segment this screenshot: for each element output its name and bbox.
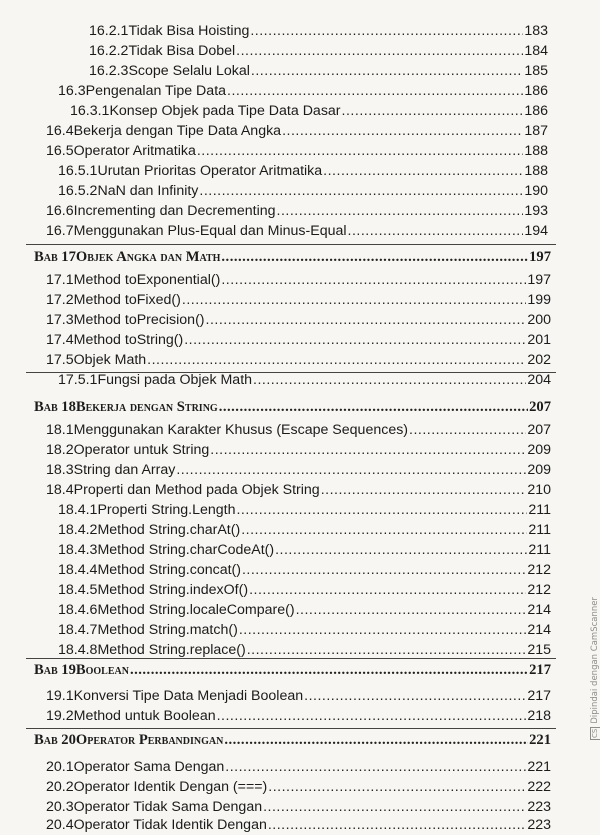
page-number: 188 xyxy=(524,143,548,159)
toc-entry xyxy=(46,797,551,817)
dot-leader xyxy=(409,420,526,440)
section-number: 19.2 xyxy=(46,708,74,724)
section-number: 18.4.2 xyxy=(58,522,98,538)
section-title: Operator untuk String xyxy=(73,442,210,458)
section-number: 17.5.1 xyxy=(58,372,98,388)
chapter-rule xyxy=(26,244,556,245)
page-number: 183 xyxy=(524,23,548,39)
toc-entry xyxy=(58,161,548,181)
section-number: 16.5.1 xyxy=(58,163,98,179)
dot-leader xyxy=(304,686,526,706)
section-title: Operator Tidak Identik Dengan xyxy=(73,817,267,833)
dot-leader xyxy=(225,757,526,777)
toc-entry xyxy=(89,61,548,81)
page-number: 185 xyxy=(524,63,548,79)
toc-entry xyxy=(46,310,551,330)
dot-leader xyxy=(342,101,524,121)
page-number: 211 xyxy=(528,542,551,558)
chapter-title: Boolean xyxy=(75,662,129,678)
section-number: 18.4 xyxy=(46,482,74,498)
toc-entry xyxy=(46,330,551,350)
section-title: Urutan Prioritas Operator Aritmatika xyxy=(97,163,323,179)
toc-entry xyxy=(58,520,551,540)
section-number: 19.1 xyxy=(46,688,74,704)
section-number: 17.1 xyxy=(46,272,74,288)
page-number: 222 xyxy=(527,779,551,795)
dot-leader xyxy=(221,247,528,267)
section-title: Method toExponential() xyxy=(73,272,221,288)
section-number: 18.4.6 xyxy=(58,602,98,618)
section-number: 18.3 xyxy=(46,462,74,478)
section-title: Method untuk Boolean xyxy=(73,708,216,724)
section-number: 16.2.2 xyxy=(89,43,129,59)
toc-entry xyxy=(46,777,551,797)
section-number: 16.5 xyxy=(46,143,74,159)
dot-leader xyxy=(296,600,527,620)
toc-entry xyxy=(58,540,551,560)
chapter-heading xyxy=(34,397,551,417)
section-title: Scope Selalu Lokal xyxy=(128,63,250,79)
dot-leader xyxy=(221,270,526,290)
section-title: NaN dan Infinity xyxy=(97,183,199,199)
toc-entry xyxy=(46,440,551,460)
page-number: 212 xyxy=(527,562,551,578)
section-number: 17.4 xyxy=(46,332,74,348)
page-number: 223 xyxy=(527,817,551,833)
dot-leader xyxy=(227,81,523,101)
toc-entry xyxy=(46,121,548,141)
dot-leader xyxy=(130,660,528,680)
section-title: Objek Math xyxy=(73,352,147,368)
dot-leader xyxy=(184,330,526,350)
chapter-title: Objek Angka dan Math xyxy=(75,249,221,265)
section-title: Menggunakan Plus-Equal dan Minus-Equal xyxy=(73,223,347,239)
section-number: 18.4.3 xyxy=(58,542,98,558)
section-number: 16.2.3 xyxy=(89,63,129,79)
chapter-number: Bab 17 xyxy=(34,249,76,265)
toc-entry xyxy=(46,201,548,221)
section-title: Method toString() xyxy=(73,332,184,348)
section-title: Operator Tidak Sama Dengan xyxy=(73,799,263,815)
dot-leader xyxy=(253,370,526,390)
page-number: 186 xyxy=(524,83,548,99)
toc-entry xyxy=(46,480,551,500)
dot-leader xyxy=(268,777,526,797)
section-title: Method toPrecision() xyxy=(73,312,205,328)
dot-leader xyxy=(210,440,526,460)
section-title: Tidak Bisa Hoisting xyxy=(128,23,250,39)
camscanner-logo-icon: CS xyxy=(591,728,599,738)
dot-leader xyxy=(348,221,524,241)
section-title: Method toFixed() xyxy=(73,292,181,308)
section-title: Operator Aritmatika xyxy=(73,143,196,159)
page-number: 186 xyxy=(524,103,548,119)
chapter-rule xyxy=(26,658,556,659)
chapter-title: Operator Perbandingan xyxy=(75,732,224,748)
dot-leader xyxy=(206,310,527,330)
page-number: 223 xyxy=(527,799,551,815)
section-number: 16.4 xyxy=(46,123,74,139)
toc-entry xyxy=(46,460,551,480)
toc-entry xyxy=(58,580,551,600)
section-title: String dan Array xyxy=(73,462,176,478)
toc-entry xyxy=(70,101,548,121)
chapter-heading xyxy=(34,730,551,750)
page-number: 194 xyxy=(524,223,548,239)
dot-leader xyxy=(217,706,527,726)
page-number: 209 xyxy=(527,442,551,458)
dot-leader xyxy=(242,560,526,580)
section-title: Method String.charAt() xyxy=(97,522,241,538)
section-title: Tidak Bisa Dobel xyxy=(128,43,236,59)
page-number: 188 xyxy=(524,163,548,179)
page-number: 193 xyxy=(524,203,548,219)
toc-entry xyxy=(58,560,551,580)
toc-entry xyxy=(58,640,551,660)
section-number: 18.4.7 xyxy=(58,622,98,638)
section-title: Properti dan Method pada Objek String xyxy=(73,482,320,498)
page-number: 212 xyxy=(527,582,551,598)
section-number: 18.1 xyxy=(46,422,74,438)
section-number: 16.2.1 xyxy=(89,23,129,39)
section-title: Method String.match() xyxy=(97,622,238,638)
dot-leader xyxy=(249,580,526,600)
dot-leader xyxy=(182,290,526,310)
chapter-heading xyxy=(34,247,551,267)
page-number: 217 xyxy=(529,662,551,678)
dot-leader xyxy=(282,121,523,141)
dot-leader xyxy=(268,815,526,835)
section-title: Operator Identik Dengan (===) xyxy=(73,779,268,795)
toc-entry xyxy=(58,81,548,101)
page-number: 214 xyxy=(527,622,551,638)
chapter-rule xyxy=(26,728,556,729)
page-number: 184 xyxy=(524,43,548,59)
section-number: 18.4.4 xyxy=(58,562,98,578)
toc-entry xyxy=(46,350,551,370)
section-title: Operator Sama Dengan xyxy=(73,759,225,775)
page-number: 221 xyxy=(529,732,551,748)
dot-leader xyxy=(263,797,526,817)
toc-entry xyxy=(46,757,551,777)
camscanner-watermark xyxy=(590,597,600,740)
page-number: 202 xyxy=(527,352,551,368)
section-number: 18.2 xyxy=(46,442,74,458)
section-number: 17.5 xyxy=(46,352,74,368)
section-title: Konversi Tipe Data Menjadi Boolean xyxy=(73,688,304,704)
page-number: 215 xyxy=(527,642,551,658)
section-number: 16.3.1 xyxy=(70,103,110,119)
toc-entry xyxy=(46,290,551,310)
section-title: Method String.replace() xyxy=(97,642,246,658)
section-title: Properti String.Length xyxy=(97,502,236,518)
section-title: Konsep Objek pada Tipe Data Dasar xyxy=(109,103,341,119)
page-number: 211 xyxy=(528,502,551,518)
page-number: 214 xyxy=(527,602,551,618)
dot-leader xyxy=(236,41,523,61)
section-number: 16.5.2 xyxy=(58,183,98,199)
page-number: 200 xyxy=(527,312,551,328)
page-number: 207 xyxy=(529,399,551,415)
section-title: Incrementing dan Decrementing xyxy=(73,203,276,219)
dot-leader xyxy=(199,181,523,201)
section-number: 16.7 xyxy=(46,223,74,239)
toc-entry xyxy=(89,21,548,41)
section-number: 20.3 xyxy=(46,799,74,815)
page-number: 218 xyxy=(527,708,551,724)
dot-leader xyxy=(250,21,523,41)
page-number: 204 xyxy=(527,372,551,388)
section-number: 18.4.5 xyxy=(58,582,98,598)
section-title: Pengenalan Tipe Data xyxy=(85,83,227,99)
dot-leader xyxy=(197,141,523,161)
page-number: 187 xyxy=(524,123,548,139)
dot-leader xyxy=(219,397,528,417)
toc-entry xyxy=(58,181,548,201)
page-number: 210 xyxy=(527,482,551,498)
page-number: 197 xyxy=(529,249,551,265)
section-title: Fungsi pada Objek Math xyxy=(97,372,253,388)
section-number: 20.2 xyxy=(46,779,74,795)
page-number: 217 xyxy=(527,688,551,704)
page-number: 199 xyxy=(527,292,551,308)
page-number: 190 xyxy=(524,183,548,199)
dot-leader xyxy=(224,730,528,750)
page-number: 209 xyxy=(527,462,551,478)
dot-leader xyxy=(323,161,523,181)
page-number: 201 xyxy=(527,332,551,348)
chapter-number: Bab 20 xyxy=(34,732,76,748)
dot-leader xyxy=(241,520,527,540)
toc-entry xyxy=(89,41,548,61)
chapter-rule xyxy=(26,372,556,373)
section-number: 16.3 xyxy=(58,83,86,99)
section-number: 17.2 xyxy=(46,292,74,308)
toc-entry xyxy=(46,141,548,161)
dot-leader xyxy=(251,61,523,81)
section-title: Bekerja dengan Tipe Data Angka xyxy=(73,123,282,139)
dot-leader xyxy=(275,540,527,560)
section-number: 18.4.8 xyxy=(58,642,98,658)
dot-leader xyxy=(277,201,524,221)
toc-entry xyxy=(46,270,551,290)
toc-entry xyxy=(58,500,551,520)
dot-leader xyxy=(176,460,526,480)
section-number: 20.4 xyxy=(46,817,74,833)
page-number: 197 xyxy=(527,272,551,288)
dot-leader xyxy=(321,480,527,500)
section-number: 18.4.1 xyxy=(58,502,98,518)
dot-leader xyxy=(147,350,526,370)
chapter-number: Bab 18 xyxy=(34,399,76,415)
toc-entry xyxy=(46,815,551,835)
section-title: Method String.concat() xyxy=(97,562,241,578)
section-number: 17.3 xyxy=(46,312,74,328)
section-title: Method String.charCodeAt() xyxy=(97,542,275,558)
chapter-heading xyxy=(34,660,551,680)
page-number: 207 xyxy=(527,422,551,438)
section-title: Method String.indexOf() xyxy=(97,582,249,598)
toc-entry xyxy=(46,420,551,440)
dot-leader xyxy=(239,620,527,640)
dot-leader xyxy=(236,500,527,520)
page-number: 211 xyxy=(528,522,551,538)
section-title: Menggunakan Karakter Khusus (Escape Sequences) xyxy=(73,422,409,438)
toc-entry xyxy=(58,620,551,640)
chapter-title: Bekerja dengan String xyxy=(75,399,218,415)
toc-entry xyxy=(58,600,551,620)
toc-entry xyxy=(46,706,551,726)
page-number: 221 xyxy=(527,759,551,775)
dot-leader xyxy=(247,640,527,660)
toc-entry xyxy=(46,686,551,706)
camscanner-text: Dipindai dengan CamScanner xyxy=(590,597,600,724)
toc-entry xyxy=(58,370,551,390)
toc-entry xyxy=(46,221,548,241)
section-number: 16.6 xyxy=(46,203,74,219)
section-number: 20.1 xyxy=(46,759,74,775)
section-title: Method String.localeCompare() xyxy=(97,602,295,618)
chapter-number: Bab 19 xyxy=(34,662,76,678)
